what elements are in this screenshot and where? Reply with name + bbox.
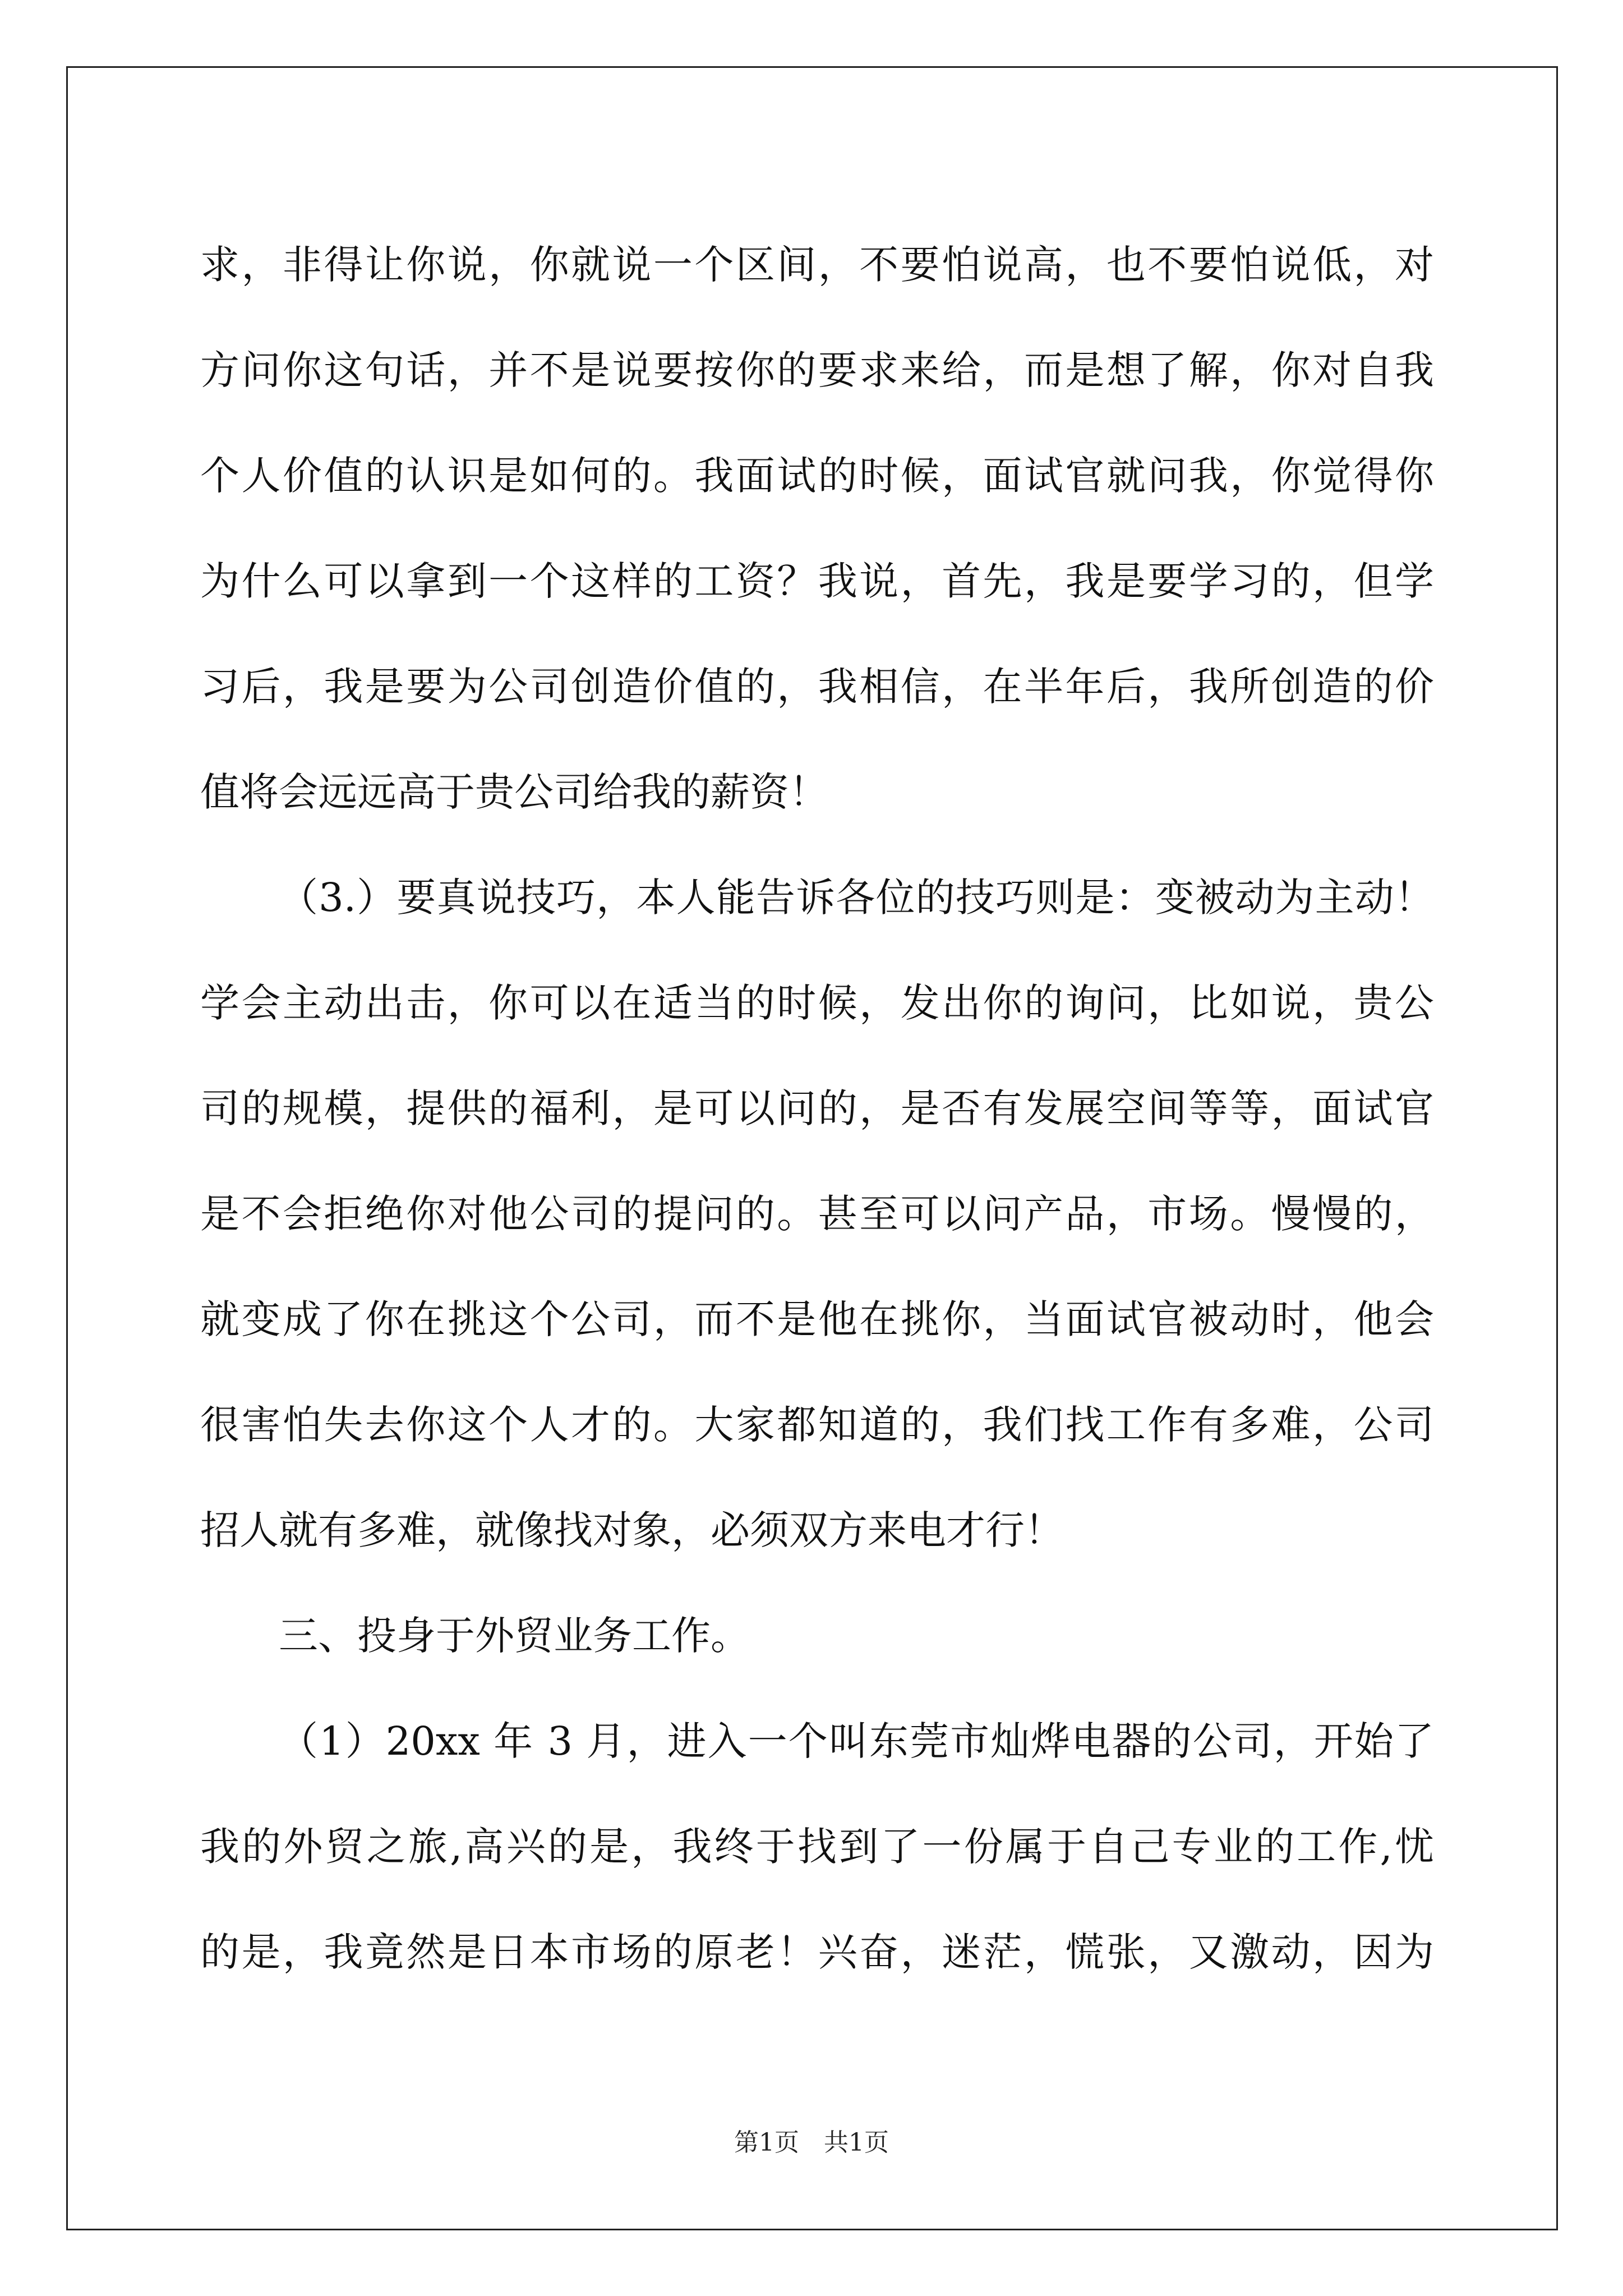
text-line: 招人就有多难，就像找对象，必须双方来电才行！ [200,1507,1064,1553]
text-line: 学会主动出击，你可以在适当的时候，发出你的询问，比如说，贵公 [200,980,1434,1026]
text-line: 个人价值的认识是如何的。我面试的时候，面试官就问我，你觉得你 [200,453,1434,499]
text-line: 习后，我是要为公司创造价值的，我相信，在半年后，我所创造的价 [200,664,1434,710]
document-body [200,212,1434,2005]
text-line: 求，非得让你说，你就说一个区间，不要怕说高，也不要怕说低，对 [200,242,1434,288]
page-number: 第1页 [734,2128,799,2157]
text-line: 是不会拒绝你对他公司的提问的。甚至可以问产品，市场。慢慢的， [200,1191,1434,1237]
text-line: 我的外贸之旅,高兴的是，我终于找到了一份属于自己专业的工作,忧 [200,1824,1434,1870]
text-line: 就变成了你在挑这个公司，而不是他在挑你，当面试官被动时，他会 [200,1296,1434,1342]
paragraph-start-line: （1）20xx 年 3 月，进入一个叫东莞市灿烨电器的公司，开始了 [279,1718,1434,1764]
text-line: 值将会远远高于贵公司给我的薪资！ [200,769,828,815]
page-total: 共1页 [824,2128,889,2157]
section-heading: 三、投身于外贸业务工作。 [279,1613,750,1659]
text-line: 很害怕失去你这个人才的。大家都知道的，我们找工作有多难，公司 [200,1402,1434,1448]
text-line: 的是，我竟然是日本市场的原老！兴奋，迷茫，慌张，又激动，因为 [200,1929,1434,1975]
text-line: 司的规模，提供的福利，是可以问的，是否有发展空间等等，面试官 [200,1085,1434,1131]
text-line: 方问你这句话，并不是说要按你的要求来给，而是想了解，你对自我 [200,347,1434,393]
paragraph-start-line: （3.）要真说技巧，本人能告诉各位的技巧则是：变被动为主动！ [279,875,1434,921]
text-line: 为什么可以拿到一个这样的工资？我说，首先，我是要学习的，但学 [200,558,1434,604]
page-footer [0,2126,1623,2160]
